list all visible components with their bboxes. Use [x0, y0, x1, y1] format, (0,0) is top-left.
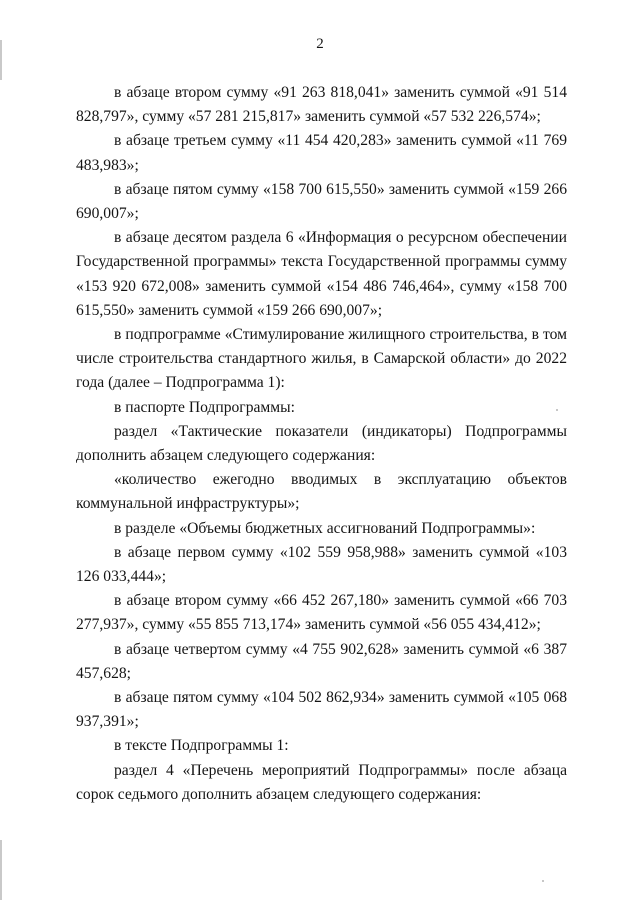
page-number: 2 — [316, 36, 324, 52]
paragraph: «количество ежегодно вводимых в эксплуатацию объектов коммунальной инфраструктуры»; — [76, 471, 567, 513]
paragraph: в абзаце пятом сумму «158 700 615,550» заменить суммой «159 266 690,007»; — [76, 180, 567, 223]
paragraph: раздел 4 «Перечень мероприятий Подпрограммы» после абзаца сорок седьмого дополнить абзацем следующего содержания: — [76, 761, 567, 803]
paragraph: в абзаце третьем сумму «11 454 420,283» заменить суммой «11 769 483,983»; — [76, 132, 567, 174]
paragraph: в абзаце втором сумму «91 263 818,041» заменить суммой «91 514 828,797», сумму «57 281 215,817» заменить суммой «57 532 226,574»; — [76, 84, 567, 126]
paragraph: в абзаце четвертом сумму «4 755 902,628» заменить суммой «6 387 457,628; — [76, 640, 567, 682]
paragraph: в абзаце десятом раздела 6 «Информация о ресурсном обеспечении Государственной программы» текста Государственной программы сумму «153 920 672,008» заменить суммой «154 486 746,464», сумму «158 700 615,550» заменить суммой «159 266 690,007»; — [76, 229, 567, 319]
paragraph: в разделе «Объемы бюджетных ассигнований Подпрограммы»: — [114, 519, 536, 537]
scan-edge-mark — [0, 840, 2, 900]
paragraph: в абзаце первом сумму «102 559 958,988» заменить суммой «103 126 033,444»; — [76, 543, 567, 586]
scan-speck — [542, 880, 544, 882]
paragraph: в подпрограмме «Стимулирование жилищного строительства, в том числе строительства стандартного жилья, в Самарской области» до 2022 года (далее – Подпрограмма 1): — [76, 326, 567, 392]
paragraph: в абзаце пятом сумму «104 502 862,934» заменить суммой «105 068 937,391»; — [76, 689, 567, 731]
document-body — [76, 81, 567, 807]
paragraph: в тексте Подпрограммы 1: — [114, 737, 289, 755]
paragraph: в абзаце втором сумму «66 452 267,180» заменить суммой «66 703 277,937», сумму «55 855 713,174» заменить суммой «56 055 434,412»; — [76, 592, 567, 634]
paragraph: раздел «Тактические показатели (индикаторы) Подпрограммы дополнить абзацем следующего содержания: — [76, 422, 567, 465]
paragraph: в паспорте Подпрограммы: — [114, 398, 295, 416]
